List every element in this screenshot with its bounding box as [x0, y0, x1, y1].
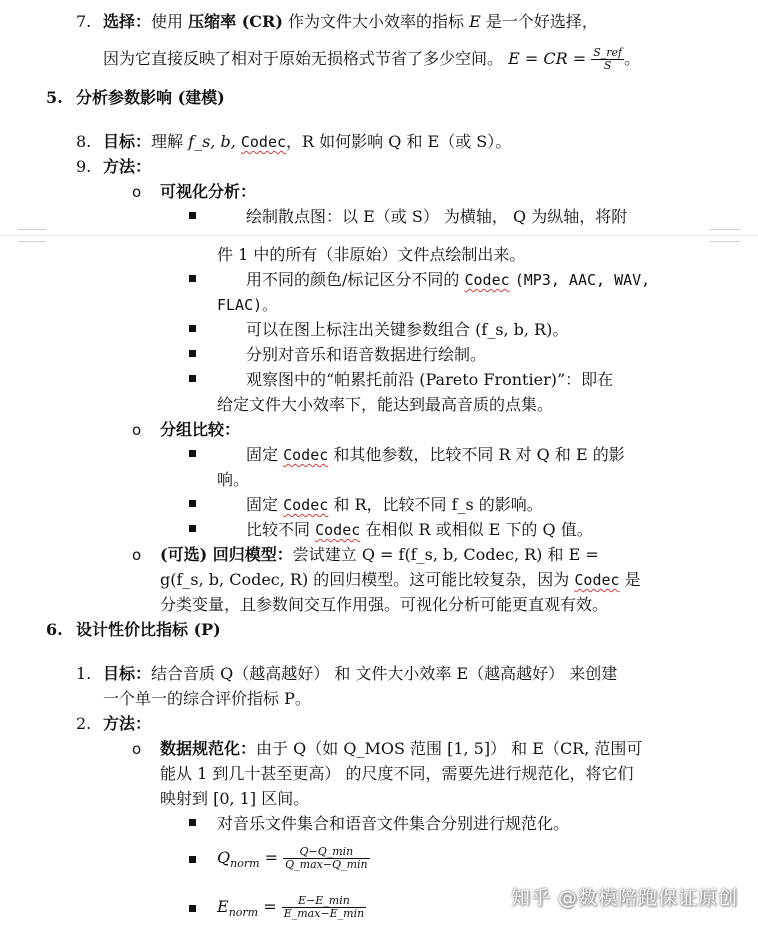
- regression-line-2: [160, 568, 641, 592]
- item-8-text: 理解: [151, 132, 184, 151]
- page-corner-mark-right-bottom: [710, 241, 740, 242]
- item-8-rest: ，R 如何影响 Q 和 E（或 S）。: [286, 132, 512, 151]
- e-norm-top: E−E_min: [282, 895, 367, 908]
- square-bullet-icon: [189, 450, 196, 457]
- norm-title: 数据规范化: [160, 739, 241, 758]
- e-norm-formula: [217, 895, 366, 925]
- item-8-line: [103, 130, 511, 154]
- norm-line-2: 能从 1 到几十甚至更高） 的尺度不同，需要先进行规范化，将它们: [160, 764, 634, 783]
- norm-line-1: [160, 737, 642, 761]
- section-6-title: 设计性价比指标 (P): [76, 620, 221, 639]
- viz-bullet-2-line-1: [246, 268, 650, 292]
- square-bullet-icon: [189, 212, 196, 219]
- regression-title: (可选) 回归模型: [160, 545, 277, 564]
- p-item-1-colon: ：: [135, 664, 152, 683]
- item-7-colon: ：: [135, 12, 152, 31]
- circle-bullet-icon: o: [132, 183, 142, 201]
- item-8-colon: ：: [135, 132, 152, 151]
- regression-colon: ：: [276, 545, 293, 564]
- viz-bullet-3: 可以在图上标注出关键参数组合 (f_s, b, R)。: [246, 320, 569, 339]
- circle-bullet-icon: o: [132, 740, 142, 758]
- item-9-line: [103, 155, 151, 179]
- item-8-codec: Codec: [240, 133, 287, 151]
- square-bullet-icon: [189, 350, 196, 357]
- viz-bullet-2-line-2: FLAC)。: [217, 296, 278, 314]
- item-7-text-3: 是一个好选择，: [485, 12, 598, 31]
- group-bullet-2: [246, 493, 543, 517]
- item-7-text-2: 作为文件大小效率的指标: [287, 12, 464, 31]
- item-7-frac-bot: S: [603, 59, 612, 72]
- regression-line-1: [160, 543, 599, 567]
- item-7-equation: E = CR =: [508, 49, 587, 68]
- square-bullet-icon: [189, 375, 196, 382]
- item-7-fraction: [591, 47, 624, 72]
- item-9-colon: ：: [135, 157, 152, 176]
- q-norm-formula: [217, 846, 370, 876]
- regression-text-2: g(f_s, b, Codec, R) 的回归模型。这可能比较复杂，因为: [160, 570, 570, 589]
- viz-bullet-2-pre: 用不同的颜色/标记区分不同的: [246, 270, 460, 289]
- watermark-text: 知乎 @数模陪跑保证原创: [510, 887, 738, 909]
- item-7-var-e: E: [469, 12, 481, 31]
- p-item-1-label: 目标: [103, 664, 136, 683]
- item-8-number: 8.: [76, 132, 92, 151]
- section-5-title: 分析参数影响 (建模): [76, 88, 225, 107]
- q-norm-bot: Q_max−Q_min: [285, 858, 368, 871]
- viz-bullet-1-line-1: 绘制散点图：以 E（或 S） 为横轴， Q 为纵轴，将附: [246, 207, 628, 226]
- p-item-2-label: 方法: [103, 714, 136, 733]
- e-norm-bot: E_max−E_min: [283, 907, 365, 920]
- item-7-line-2: [103, 47, 640, 72]
- item-7-line-1: [103, 10, 598, 34]
- norm-colon: ：: [240, 739, 257, 758]
- regression-codec: Codec: [574, 571, 620, 589]
- item-7-label: 选择: [103, 12, 136, 31]
- item-9-number: 9.: [76, 157, 92, 176]
- p-item-2-colon: ：: [135, 714, 152, 733]
- page-corner-mark-right-top: [710, 229, 740, 230]
- q-norm-sub: norm: [230, 857, 260, 870]
- page-corner-mark-left-bottom: [18, 241, 46, 242]
- norm-line-3: 映射到 [0, 1] 区间。: [160, 789, 310, 808]
- q-norm-lhs: Q: [217, 848, 231, 867]
- group-colon: ：: [224, 420, 241, 439]
- square-bullet-icon: [189, 819, 196, 826]
- group-bullet-3: [246, 518, 593, 542]
- group-bullet-3-post: 在相似 R 或相似 E 下的 Q 值。: [365, 520, 593, 539]
- p-item-2-number: 2.: [76, 714, 92, 733]
- group-bullet-2-codec: Codec: [283, 496, 329, 514]
- p-item-1-line-2: 一个单一的综合评价指标 P。: [103, 689, 311, 708]
- group-bullet-1-codec: Codec: [283, 446, 329, 464]
- item-7-end: 。: [624, 49, 641, 68]
- group-bullet-1-line-1: [246, 443, 625, 467]
- square-bullet-icon: [189, 905, 196, 912]
- regression-text-2-end: 是: [624, 570, 641, 589]
- e-norm-lhs: E: [217, 897, 229, 916]
- viz-bullet-2-codec: Codec: [464, 271, 510, 289]
- viz-bullet-1-line-2: 件 1 中的所有（非原始）文件点绘制出来。: [217, 245, 526, 264]
- group-bullet-2-post: 和 R，比较不同 f_s 的影响。: [333, 495, 543, 514]
- group-bullet-3-codec: Codec: [315, 521, 361, 539]
- viz-bullet-5-line-2: 给定文件大小效率下，能达到最高音质的点集。: [217, 395, 554, 414]
- viz-bullet-2-post: (MP3, AAC, WAV,: [514, 271, 651, 289]
- e-norm-eq: =: [263, 897, 277, 916]
- item-7-number: 7.: [76, 12, 92, 31]
- group-bullet-3-pre: 比较不同: [246, 520, 311, 539]
- item-7-text-1: 使用: [151, 12, 184, 31]
- group-bullet-2-pre: 固定: [246, 495, 279, 514]
- circle-bullet-icon: o: [132, 421, 142, 439]
- p-item-1-text-1: 结合音质 Q（越高越好） 和 文件大小效率 E（越高越好） 来创建: [151, 664, 618, 683]
- square-bullet-icon: [189, 275, 196, 282]
- p-item-2-line: [103, 712, 151, 736]
- item-9-label: 方法: [103, 157, 136, 176]
- e-norm-fraction: [282, 895, 367, 920]
- norm-text-1: 由于 Q（如 Q_MOS 范围 [1, 5]） 和 E（CR, 范围可: [256, 739, 643, 758]
- group-title: 分组比较: [160, 420, 225, 439]
- regression-line-3: 分类变量，且参数间交互作用强。可视化分析可能更直观有效。: [160, 595, 609, 614]
- viz-bullet-5-line-1: 观察图中的“帕累托前沿 (Pareto Frontier)”：即在: [246, 370, 614, 389]
- viz-title: 可视化分析: [160, 182, 241, 201]
- q-norm-eq: =: [264, 848, 279, 867]
- group-bullet-1-line-2: 响。: [217, 470, 250, 489]
- item-8-vars: f_s, b,: [188, 132, 236, 151]
- viz-colon: ：: [240, 182, 257, 201]
- group-heading: [160, 418, 240, 442]
- p-item-1-line-1: [103, 662, 617, 686]
- item-8-label: 目标: [103, 132, 136, 151]
- section-6-number: 6.: [46, 620, 63, 639]
- viz-bullet-4: 分别对音乐和语音数据进行绘制。: [246, 345, 487, 364]
- group-bullet-1-pre: 固定: [246, 445, 279, 464]
- item-7-reason: 因为它直接反映了相对于原始无损格式节省了多少空间。: [103, 49, 504, 68]
- group-bullet-1-post: 和其他参数，比较不同 R 对 Q 和 E 的影: [333, 445, 625, 464]
- q-norm-top: Q−Q_min: [283, 846, 369, 859]
- q-norm-fraction: [283, 846, 369, 871]
- square-bullet-icon: [189, 525, 196, 532]
- section-5-number: 5.: [46, 88, 63, 107]
- page-break-line: [0, 235, 758, 236]
- norm-bullet-1: 对音乐文件集合和语音文件集合分别进行规范化。: [217, 814, 570, 833]
- square-bullet-icon: [189, 325, 196, 332]
- circle-bullet-icon: o: [132, 546, 142, 564]
- item-7-bold-term: 压缩率 (CR): [188, 12, 283, 31]
- square-bullet-icon: [189, 856, 196, 863]
- e-norm-sub: norm: [228, 906, 259, 919]
- square-bullet-icon: [189, 500, 196, 507]
- viz-heading: [160, 180, 256, 204]
- item-7-frac-top: S_ref: [593, 46, 623, 59]
- page-corner-mark-left-top: [18, 229, 46, 230]
- regression-text-1: 尝试建立 Q = f(f_s, b, Codec, R) 和 E =: [292, 545, 599, 564]
- p-item-1-number: 1.: [76, 664, 92, 683]
